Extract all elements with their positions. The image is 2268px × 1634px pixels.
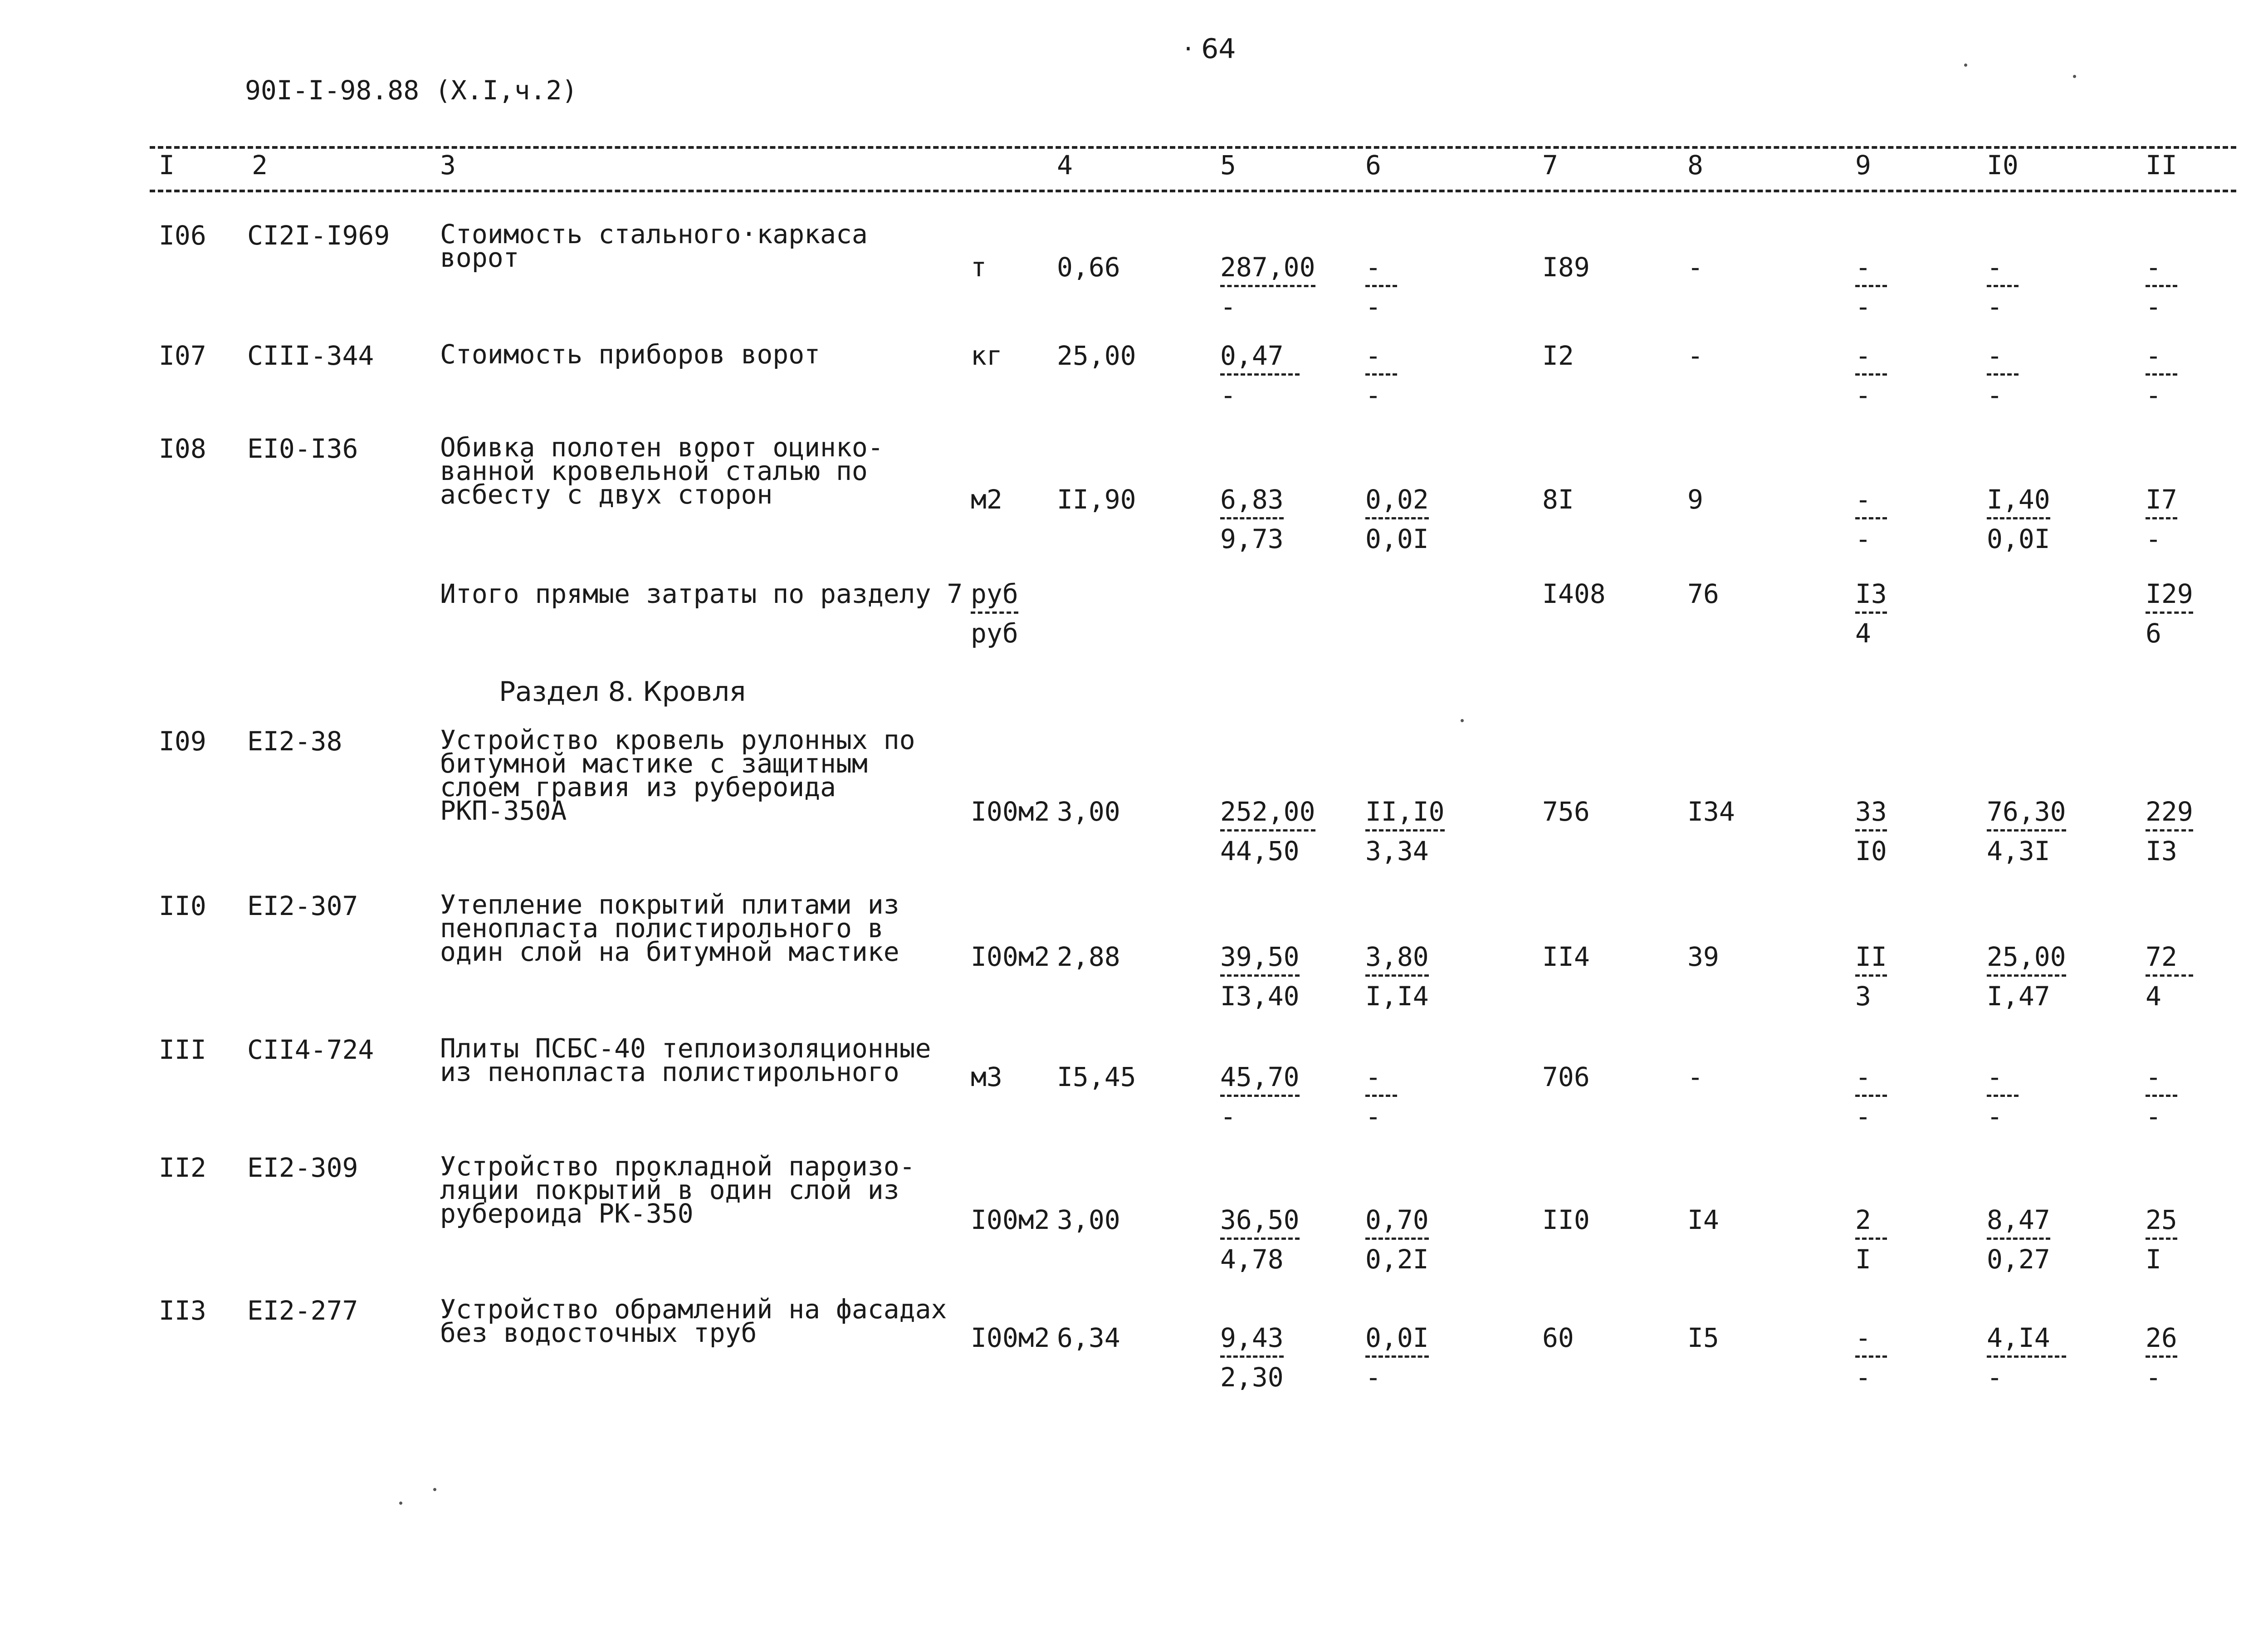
- cost-col11-denominator: -: [2146, 291, 2161, 322]
- column-header-4: 4: [1057, 150, 1073, 181]
- cost-col8: -: [1687, 340, 1703, 371]
- unit-cost-col5: [1220, 1064, 1300, 1130]
- unit-cost-col5-numerator: 36,50: [1220, 1204, 1300, 1235]
- quantity: 0,66: [1057, 252, 1120, 283]
- cost-col9-denominator: 3: [1855, 981, 1871, 1012]
- column-header-7: 7: [1542, 150, 1558, 181]
- cost-col10: [1987, 1064, 2019, 1130]
- cost-col10-numerator: 25,00: [1987, 941, 2066, 972]
- cost-col11-numerator: I7: [2146, 484, 2177, 515]
- column-header-9: 9: [1855, 150, 1871, 181]
- cost-col9-bar: [1855, 1095, 1887, 1097]
- cost-col11-bar: [2146, 285, 2177, 287]
- unit-cost-col5-bar: [1220, 1355, 1284, 1358]
- cost-col9-bar: [1855, 974, 1887, 977]
- unit-of-measure: т: [971, 252, 987, 283]
- unit-cost-col5-numerator: 6,83: [1220, 484, 1284, 515]
- cost-col10-denominator: -: [1987, 380, 2003, 411]
- cost-col8: 39: [1687, 941, 1719, 972]
- cost-col6: [1365, 941, 1429, 1012]
- unit-cost-col5-denominator: 9,73: [1220, 523, 1284, 554]
- cost-col6-denominator: -: [1365, 291, 1381, 322]
- cost-col11-bar: [2146, 829, 2193, 832]
- quantity: 3,00: [1057, 796, 1120, 827]
- subtotal-col11: [2146, 578, 2193, 649]
- unit-cost-col5-bar: [1220, 517, 1284, 519]
- cost-col10-bar: [1987, 974, 2066, 977]
- work-description: Устройство кровель рулонных по битумной мастике с защитным слоем гравия из рубероида РКП-350А: [440, 724, 915, 826]
- cost-col6-numerator: -: [1365, 1062, 1381, 1092]
- cost-col11-denominator: -: [2146, 523, 2161, 554]
- row-number: II2: [159, 1152, 206, 1183]
- cost-col10-bar: [1987, 829, 2066, 832]
- unit-cost-col5-bar: [1220, 285, 1315, 287]
- unit-cost-col5-denominator: I3,40: [1220, 981, 1300, 1012]
- cost-col9-numerator: -: [1855, 484, 1871, 515]
- cost-col9-denominator: I: [1855, 1244, 1871, 1275]
- rate-code: EI0-I36: [247, 433, 358, 464]
- cost-col10: [1987, 254, 2019, 320]
- work-description: Обивка полотен ворот оцинко- ванной кровельной сталью по асбесту с двух сторон: [440, 432, 884, 510]
- cost-col6-bar: [1365, 1095, 1397, 1097]
- cost-col9: [1855, 1064, 1887, 1130]
- rate-code: CI2I-I969: [247, 220, 390, 251]
- cost-col10-denominator: -: [1987, 1362, 2003, 1393]
- cost-col9-numerator: 33: [1855, 796, 1887, 827]
- cost-col10: [1987, 1322, 2066, 1393]
- column-header-2: 2: [252, 150, 268, 181]
- cost-col9-numerator: -: [1855, 252, 1871, 283]
- rate-code: EI2-38: [247, 726, 342, 757]
- unit-of-measure: м2: [971, 484, 1002, 515]
- cost-col11: [2146, 340, 2177, 411]
- cost-col10-bar: [1987, 1095, 2019, 1097]
- unit-of-measure: I00м2: [971, 1322, 1050, 1353]
- cost-col11-denominator: -: [2146, 380, 2161, 411]
- unit-cost-col5-numerator: 252,00: [1220, 796, 1315, 827]
- unit-cost-col5-bar: [1220, 373, 1300, 376]
- total-cost-col7: I89: [1542, 252, 1590, 283]
- unit-of-measure: I00м2: [971, 1204, 1050, 1235]
- cost-col9: [1855, 941, 1887, 1012]
- cost-col9: [1855, 340, 1887, 411]
- document-code: 90I-I-98.88 (X.I,ч.2): [245, 75, 578, 106]
- unit-cost-col5-denominator: -: [1220, 291, 1236, 322]
- unit-cost-col5-numerator: 9,43: [1220, 1322, 1284, 1353]
- cost-col6-denominator: -: [1365, 380, 1381, 411]
- cost-col11-bar: [2146, 517, 2177, 519]
- column-header-11: II: [2146, 150, 2177, 181]
- cost-col11-denominator: I: [2146, 1244, 2161, 1275]
- total-cost-col7: 8I: [1542, 484, 1574, 515]
- unit-cost-col5-bar: [1220, 974, 1300, 977]
- cost-col10-bar: [1987, 373, 2019, 376]
- total-cost-col7: 706: [1542, 1062, 1590, 1092]
- subtotal-col9-numerator: I3: [1855, 578, 1887, 609]
- cost-col6: [1365, 1322, 1429, 1393]
- unit-of-measure: I00м2: [971, 941, 1050, 972]
- total-cost-col7: 60: [1542, 1322, 1574, 1353]
- cost-col11-denominator: 4: [2146, 981, 2161, 1012]
- work-description: Стоимость приборов ворот: [440, 339, 821, 370]
- cost-col11-bar: [2146, 1238, 2177, 1240]
- cost-col10-numerator: I,40: [1987, 484, 2050, 515]
- unit-cost-col5-numerator: 39,50: [1220, 941, 1300, 972]
- section-title: Раздел 8. Кровля: [499, 676, 746, 708]
- unit-cost-col5-denominator: 44,50: [1220, 836, 1300, 866]
- cost-col10-bar: [1987, 285, 2019, 287]
- column-header-6: 6: [1365, 150, 1381, 181]
- cost-col6-denominator: -: [1365, 1101, 1381, 1132]
- cost-col6: [1365, 798, 1445, 864]
- cost-col6: [1365, 340, 1397, 411]
- subtotal-unit: [971, 578, 1018, 649]
- cost-col8: -: [1687, 252, 1703, 283]
- cost-col11: [2146, 486, 2177, 552]
- unit-cost-col5-numerator: 287,00: [1220, 252, 1315, 283]
- scan-speck: [1964, 64, 1967, 67]
- cost-col11: [2146, 798, 2193, 864]
- cost-col6-bar: [1365, 1238, 1429, 1240]
- cost-col11-numerator: 26: [2146, 1322, 2177, 1353]
- rate-code: EI2-277: [247, 1295, 358, 1326]
- subtotal-col8: 76: [1687, 578, 1719, 609]
- cost-col6-bar: [1365, 829, 1445, 832]
- cost-col6-bar: [1365, 373, 1397, 376]
- cost-col6-numerator: -: [1365, 252, 1381, 283]
- rate-code: CIII-344: [247, 340, 374, 371]
- cost-col10-numerator: 4,I4: [1987, 1322, 2050, 1353]
- subtotal-unit-bar: [971, 612, 1018, 614]
- cost-col10-numerator: -: [1987, 252, 2003, 283]
- cost-col9-bar: [1855, 1355, 1887, 1358]
- cost-col6-bar: [1365, 517, 1429, 519]
- cost-col10: [1987, 340, 2019, 411]
- subtotal-label: Итого прямые затраты по разделу 7: [440, 578, 963, 609]
- cost-col6-denominator: I,I4: [1365, 981, 1429, 1012]
- total-cost-col7: II4: [1542, 941, 1590, 972]
- cost-col9-bar: [1855, 1238, 1887, 1240]
- cost-col10-denominator: I,47: [1987, 981, 2050, 1012]
- row-number: II0: [159, 890, 206, 921]
- cost-col10-bar: [1987, 517, 2050, 519]
- cost-col9-denominator: -: [1855, 1362, 1871, 1393]
- scan-speck: [399, 1502, 402, 1505]
- cost-col10-denominator: -: [1987, 1101, 2003, 1132]
- cost-col6-denominator: -: [1365, 1362, 1381, 1393]
- subtotal-col9: [1855, 578, 1887, 649]
- cost-col9: [1855, 1322, 1887, 1393]
- subtotal-col9-denominator: 4: [1855, 618, 1871, 649]
- cost-col8: I5: [1687, 1322, 1719, 1353]
- cost-col11: [2146, 1204, 2177, 1275]
- cost-col9-denominator: -: [1855, 523, 1871, 554]
- cost-col10: [1987, 941, 2066, 1012]
- cost-col9-numerator: -: [1855, 340, 1871, 371]
- column-header-5: 5: [1220, 150, 1236, 181]
- cost-col10-denominator: 0,0I: [1987, 523, 2050, 554]
- unit-cost-col5-numerator: 45,70: [1220, 1062, 1300, 1092]
- cost-col6-bar: [1365, 1355, 1429, 1358]
- cost-col11-numerator: -: [2146, 252, 2161, 283]
- cost-col8: I4: [1687, 1204, 1719, 1235]
- column-header-3: 3: [440, 150, 456, 181]
- unit-of-measure: I00м2: [971, 796, 1050, 827]
- scan-speck: [2073, 75, 2076, 78]
- cost-col9: [1855, 798, 1887, 864]
- unit-cost-col5: [1220, 254, 1315, 320]
- cost-col6: [1365, 486, 1429, 552]
- cost-col10-denominator: 4,3I: [1987, 836, 2050, 866]
- cost-col6-bar: [1365, 974, 1429, 977]
- subtotal-col11-denominator: 6: [2146, 618, 2161, 649]
- unit-cost-col5-bar: [1220, 1095, 1300, 1097]
- unit-cost-col5-numerator: 0,47: [1220, 340, 1284, 371]
- column-header-1: I: [159, 150, 175, 181]
- cost-col11-numerator: -: [2146, 1062, 2161, 1092]
- cost-col11-bar: [2146, 1355, 2177, 1358]
- unit-cost-col5-denominator: -: [1220, 380, 1236, 411]
- cost-col11: [2146, 254, 2177, 320]
- cost-col8: I34: [1687, 796, 1735, 827]
- cost-col11-numerator: -: [2146, 340, 2161, 371]
- cost-col6-numerator: 0,70: [1365, 1204, 1429, 1235]
- header-top-rule: [150, 146, 2236, 149]
- cost-col6-numerator: 0,0I: [1365, 1322, 1429, 1353]
- unit-cost-col5-bar: [1220, 829, 1315, 832]
- cost-col11-bar: [2146, 1095, 2177, 1097]
- work-description: Стоимость стального·каркаса ворот: [440, 219, 868, 273]
- cost-col8: 9: [1687, 484, 1703, 515]
- rate-code: EI2-309: [247, 1152, 358, 1183]
- cost-col8: -: [1687, 1062, 1703, 1092]
- unit-cost-col5: [1220, 340, 1300, 411]
- cost-col9: [1855, 1204, 1887, 1275]
- cost-col11-numerator: 72: [2146, 941, 2177, 972]
- row-number: I08: [159, 433, 206, 464]
- unit-cost-col5-denominator: 2,30: [1220, 1362, 1284, 1393]
- row-number: I09: [159, 726, 206, 757]
- quantity: 2,88: [1057, 941, 1120, 972]
- cost-col10: [1987, 486, 2050, 552]
- subtotal-unit-numerator: руб: [971, 578, 1018, 609]
- cost-col10-denominator: -: [1987, 291, 2003, 322]
- cost-col9-denominator: -: [1855, 1101, 1871, 1132]
- cost-col10-bar: [1987, 1238, 2050, 1240]
- unit-cost-col5: [1220, 486, 1284, 552]
- work-description: Утепление покрытий плитами из пенопласта полистирольного в один слой на битумной мастике: [440, 889, 899, 967]
- cost-col6: [1365, 1204, 1429, 1275]
- cost-col10-numerator: -: [1987, 1062, 2003, 1092]
- scan-speck: [433, 1488, 436, 1491]
- cost-col9-bar: [1855, 517, 1887, 519]
- cost-col11-denominator: I3: [2146, 836, 2177, 866]
- quantity: II,90: [1057, 484, 1136, 515]
- unit-cost-col5-bar: [1220, 1238, 1300, 1240]
- cost-col9-numerator: II: [1855, 941, 1887, 972]
- cost-col9-denominator: -: [1855, 291, 1871, 322]
- cost-col10-denominator: 0,27: [1987, 1244, 2050, 1275]
- unit-of-measure: м3: [971, 1062, 1002, 1092]
- cost-col11: [2146, 941, 2193, 1012]
- cost-col9-denominator: -: [1855, 380, 1871, 411]
- total-cost-col7: 756: [1542, 796, 1590, 827]
- row-number: I07: [159, 340, 206, 371]
- cost-col10-numerator: -: [1987, 340, 2003, 371]
- cost-col6-numerator: 3,80: [1365, 941, 1429, 972]
- cost-col11-denominator: -: [2146, 1101, 2161, 1132]
- unit-cost-col5: [1220, 798, 1315, 864]
- cost-col10-bar: [1987, 1355, 2066, 1358]
- subtotal-col9-bar: [1855, 612, 1887, 614]
- cost-col11-numerator: 229: [2146, 796, 2193, 827]
- column-header-10: I0: [1987, 150, 2019, 181]
- cost-col6: [1365, 254, 1397, 320]
- cost-col9-bar: [1855, 373, 1887, 376]
- subtotal-col7: I408: [1542, 578, 1606, 609]
- quantity: 25,00: [1057, 340, 1136, 371]
- cost-col10: [1987, 1204, 2050, 1275]
- work-description: Устройство обрамлений на фасадах без водосточных труб: [440, 1294, 947, 1348]
- cost-col10: [1987, 798, 2066, 864]
- quantity: 6,34: [1057, 1322, 1120, 1353]
- header-bottom-rule: [150, 190, 2236, 192]
- unit-cost-col5: [1220, 1204, 1300, 1275]
- cost-col6-denominator: 0,0I: [1365, 523, 1429, 554]
- subtotal-col11-bar: [2146, 612, 2193, 614]
- cost-col6-numerator: -: [1365, 340, 1381, 371]
- cost-col11-denominator: -: [2146, 1362, 2161, 1393]
- cost-col9-numerator: -: [1855, 1322, 1871, 1353]
- unit-cost-col5-denominator: 4,78: [1220, 1244, 1284, 1275]
- row-number: II3: [159, 1295, 206, 1326]
- cost-col11: [2146, 1322, 2177, 1393]
- row-number: I06: [159, 220, 206, 251]
- rate-code: CII4-724: [247, 1034, 374, 1065]
- column-header-8: 8: [1687, 150, 1703, 181]
- cost-col11-bar: [2146, 974, 2193, 977]
- page-number: · 64: [1184, 33, 1236, 65]
- subtotal-unit-denominator: руб: [971, 618, 1018, 649]
- cost-col9: [1855, 486, 1887, 552]
- unit-cost-col5-denominator: -: [1220, 1101, 1236, 1132]
- cost-col9-bar: [1855, 829, 1887, 832]
- cost-col9-bar: [1855, 285, 1887, 287]
- cost-col9: [1855, 254, 1887, 320]
- cost-col11-bar: [2146, 373, 2177, 376]
- scan-speck: [1461, 719, 1464, 722]
- subtotal-col11-numerator: I29: [2146, 578, 2193, 609]
- quantity: I5,45: [1057, 1062, 1136, 1092]
- row-number: III: [159, 1034, 206, 1065]
- total-cost-col7: I2: [1542, 340, 1574, 371]
- cost-col6-numerator: 0,02: [1365, 484, 1429, 515]
- cost-col9-denominator: I0: [1855, 836, 1887, 866]
- cost-col10-numerator: 8,47: [1987, 1204, 2050, 1235]
- cost-col6-numerator: II,I0: [1365, 796, 1445, 827]
- cost-col11: [2146, 1064, 2177, 1130]
- cost-col11-numerator: 25: [2146, 1204, 2177, 1235]
- quantity: 3,00: [1057, 1204, 1120, 1235]
- work-description: Плиты ПСБС-40 теплоизоляционные из пенопласта полистирольного: [440, 1033, 931, 1087]
- unit-of-measure: кг: [971, 340, 1002, 371]
- cost-col9-numerator: 2: [1855, 1204, 1871, 1235]
- cost-col10-numerator: 76,30: [1987, 796, 2066, 827]
- cost-col9-numerator: -: [1855, 1062, 1871, 1092]
- rate-code: EI2-307: [247, 890, 358, 921]
- cost-col6-bar: [1365, 285, 1397, 287]
- unit-cost-col5: [1220, 1322, 1284, 1393]
- cost-col6-denominator: 0,2I: [1365, 1244, 1429, 1275]
- work-description: Устройство прокладной пароизо- ляции покрытий в один слой из рубероида РК-350: [440, 1151, 915, 1229]
- cost-col6: [1365, 1064, 1397, 1130]
- unit-cost-col5: [1220, 941, 1300, 1012]
- total-cost-col7: II0: [1542, 1204, 1590, 1235]
- cost-col6-denominator: 3,34: [1365, 836, 1429, 866]
